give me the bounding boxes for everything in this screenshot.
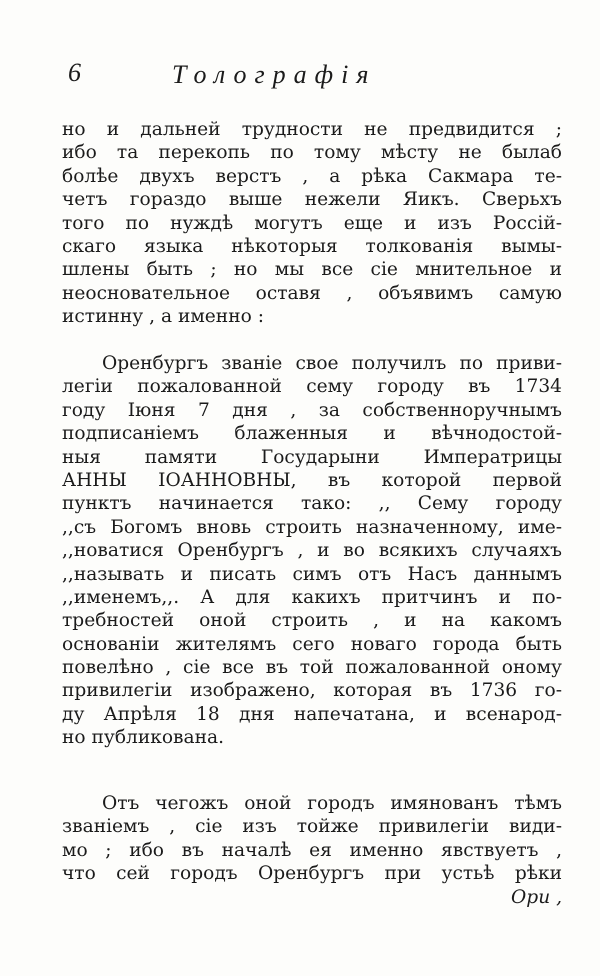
running-title: Тологрaфiя xyxy=(172,60,377,89)
text-line: ,,съ Богомъ вновь строить назначенному, име- xyxy=(62,516,562,538)
text-line: четъ гораздо выше нежели Яикъ. Сверьхъ xyxy=(62,189,562,211)
text-line: ду Апрѣля 18 дня напечатана, и всенарод- xyxy=(62,703,562,725)
text-line: легiи пожалованной сему городу въ 1734 xyxy=(62,376,562,398)
text-line: но и дальней трудности не предвидится ; xyxy=(62,119,562,140)
text-line: мо ; ибо въ началѣ ея именно явствуетъ , xyxy=(62,839,562,861)
text-line: основанiи жителямъ сего новаго города быть xyxy=(62,633,562,655)
text-line: пунктъ начинается тако: ,, Сему городу xyxy=(62,493,562,515)
text-line: шлены быть ; но мы все сiе мнительное и xyxy=(62,259,562,281)
paragraph-3 xyxy=(62,792,562,909)
text-line: скаго языка нѣкоторыя толкованiя вымы- xyxy=(62,235,562,257)
catchword: Ори , xyxy=(511,886,562,908)
text-line: ныя памяти Государыни Императрицы xyxy=(62,446,562,468)
text-line: Отъ чегожъ оной городъ имянованъ тѣмъ xyxy=(102,793,562,814)
text-line: ,,новатися Оренбургъ , и во всякихъ случаяхъ xyxy=(62,540,562,562)
paragraph-1 xyxy=(62,118,562,329)
text-line: Оренбургъ званiе свое получилъ по приви- xyxy=(102,353,562,374)
text-line: званiемъ , сiе изъ тойже привилегiи види- xyxy=(62,816,562,838)
text-line: ибо та перекопь по тому мѣсту не былаб xyxy=(62,142,562,164)
text-line: неосновательное оставя , объявимъ самую xyxy=(62,282,562,304)
text-line: ,,именемъ,,. А для какихъ притчинъ и по- xyxy=(62,586,562,608)
text-line: повелѣно , сiе все въ той пожалованной оному xyxy=(62,657,562,679)
page-number: 6 xyxy=(68,58,81,87)
text-line: того по нуждѣ могутъ еще и изъ Россiй- xyxy=(62,212,562,234)
text-line: привилегiи изображено, которая въ 1736 го- xyxy=(62,680,562,702)
text-line: истинну , а именно : xyxy=(62,306,264,328)
text-line: ,,называть и писать симъ отъ Насъ даннымъ xyxy=(62,563,562,585)
text-line: болѣе двухъ верстъ , а рѣка Сакмара те- xyxy=(62,165,562,187)
text-line: подписанiемъ блаженныя и вѣчнодостой- xyxy=(62,423,562,445)
text-line: но публикована. xyxy=(62,727,224,749)
text-line: году Iюня 7 дня , за собственноручнымъ xyxy=(62,399,562,421)
paragraph-2 xyxy=(62,352,562,750)
text-line: что сей городъ Оренбургъ при устьѣ рѣки xyxy=(62,863,562,885)
text-line: требностей оной строить , и на какомъ xyxy=(62,610,562,632)
page-header xyxy=(0,58,600,98)
text-line: АННЫ IОАННОВНЫ, въ которой первой xyxy=(62,469,562,491)
